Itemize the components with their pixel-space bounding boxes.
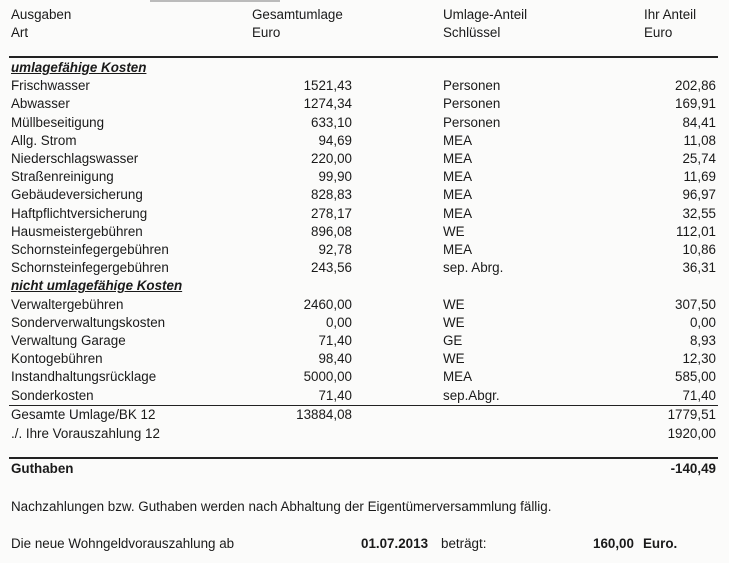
row-art: Frischwasser (11, 78, 90, 93)
header-ihr-anteil: Ihr Anteil (644, 7, 697, 22)
total-anteil: 1779,51 (667, 407, 716, 422)
row-gesamt: 220,00 (311, 151, 352, 166)
row-gesamt: 1274,34 (303, 96, 352, 111)
row-gesamt: 71,40 (318, 388, 352, 403)
row-gesamt: 99,90 (318, 169, 352, 184)
row-art: Sonderverwaltungskosten (11, 315, 166, 330)
row-schluessel: MEA (443, 151, 473, 166)
row-art: Niederschlagswasser (11, 151, 139, 166)
section-title: nicht umlagefähige Kosten (11, 278, 183, 293)
row-gesamt: 633,10 (311, 115, 352, 130)
header-art: Art (11, 25, 29, 40)
row-anteil: 84,41 (682, 115, 716, 130)
row-schluessel: MEA (443, 169, 473, 184)
row-anteil: 585,00 (675, 369, 716, 384)
row-schluessel: Personen (443, 96, 501, 111)
row-schluessel: MEA (443, 369, 473, 384)
new-payment-currency: Euro. (643, 536, 678, 551)
row-art: Schornsteinfegergebühren (11, 242, 169, 257)
header-euro-anteil: Euro (644, 25, 673, 40)
row-gesamt: 0,00 (325, 315, 352, 330)
row-schluessel: MEA (443, 206, 473, 221)
note-text: Nachzahlungen bzw. Guthaben werden nach Abhaltung der Eigentümerversammlung fällig. (11, 499, 552, 514)
row-anteil: 11,69 (683, 169, 716, 184)
row-schluessel: MEA (443, 133, 473, 148)
row-gesamt: 71,40 (318, 333, 352, 348)
row-anteil: 169,91 (675, 96, 716, 111)
row-gesamt: 1521,43 (303, 78, 352, 93)
row-gesamt: 94,69 (318, 133, 352, 148)
row-art: Sonderkosten (11, 388, 94, 403)
row-anteil: 202,86 (675, 78, 716, 93)
row-anteil: 10,86 (682, 242, 716, 257)
scan-fragment (150, 0, 280, 2)
total-value: 13884,08 (296, 407, 352, 422)
row-anteil: 36,31 (682, 260, 716, 275)
vorauszahlung-label: ./. Ihre Vorauszahlung 12 (11, 426, 160, 441)
row-schluessel: sep.Abgr. (443, 388, 500, 403)
row-schluessel: WE (443, 315, 465, 330)
total-label: Gesamte Umlage/BK 12 (11, 407, 156, 422)
new-payment-betraegt: beträgt: (441, 536, 487, 551)
header-schluessel: Schlüssel (443, 25, 501, 40)
row-art: Verwaltung Garage (11, 333, 126, 348)
guthaben-label: Guthaben (11, 461, 74, 476)
row-art: Allg. Strom (11, 133, 77, 148)
new-payment-label: Die neue Wohngeldvorauszahlung ab (11, 536, 235, 551)
row-art: Gebäudeversicherung (11, 187, 143, 202)
row-anteil: 11,08 (683, 133, 716, 148)
row-anteil: 32,55 (682, 206, 716, 221)
row-schluessel: Personen (443, 78, 501, 93)
header-gesamtumlage: Gesamtumlage (252, 7, 343, 22)
guthaben-divider (9, 457, 718, 459)
row-gesamt: 828,83 (311, 187, 352, 202)
header-divider (9, 56, 718, 58)
row-anteil: 71,40 (682, 388, 716, 403)
row-gesamt: 2460,00 (303, 297, 352, 312)
row-schluessel: MEA (443, 242, 473, 257)
new-payment-date: 01.07.2013 (361, 536, 429, 551)
header-ausgaben: Ausgaben (11, 7, 72, 22)
row-schluessel: WE (443, 224, 465, 239)
row-anteil: 0,00 (689, 315, 716, 330)
vorauszahlung-anteil: 1920,00 (667, 426, 716, 441)
row-anteil: 25,74 (682, 151, 716, 166)
row-gesamt: 243,56 (311, 260, 352, 275)
header-euro: Euro (252, 25, 281, 40)
row-gesamt: 98,40 (318, 351, 352, 366)
row-gesamt: 278,17 (311, 206, 352, 221)
row-anteil: 12,30 (682, 351, 716, 366)
row-art: Schornsteinfegergebühren (11, 260, 169, 275)
header-umlage-anteil: Umlage-Anteil (443, 7, 528, 22)
row-anteil: 307,50 (675, 297, 716, 312)
row-art: Straßenreinigung (11, 169, 114, 184)
row-art: Verwaltergebühren (11, 297, 124, 312)
row-anteil: 96,97 (682, 187, 716, 202)
row-art: Abwasser (11, 96, 70, 111)
row-gesamt: 92,78 (318, 242, 352, 257)
new-payment-amount: 160,00 (593, 536, 634, 551)
row-art: Instandhaltungsrücklage (11, 369, 157, 384)
row-art: Müllbeseitigung (11, 115, 105, 130)
section-title: umlagefähige Kosten (11, 60, 147, 75)
row-art: Haftpflichtversicherung (11, 206, 148, 221)
row-anteil: 8,93 (689, 333, 716, 348)
row-art: Hausmeistergebühren (11, 224, 143, 239)
row-schluessel: WE (443, 297, 465, 312)
row-schluessel: MEA (443, 187, 473, 202)
row-schluessel: sep. Abrg. (443, 260, 504, 275)
row-schluessel: Personen (443, 115, 501, 130)
row-schluessel: GE (443, 333, 463, 348)
row-anteil: 112,01 (676, 224, 716, 239)
guthaben-value: -140,49 (670, 461, 716, 476)
row-gesamt: 896,08 (311, 224, 352, 239)
row-schluessel: WE (443, 351, 465, 366)
row-art: Kontogebühren (11, 351, 103, 366)
row-gesamt: 5000,00 (303, 369, 352, 384)
